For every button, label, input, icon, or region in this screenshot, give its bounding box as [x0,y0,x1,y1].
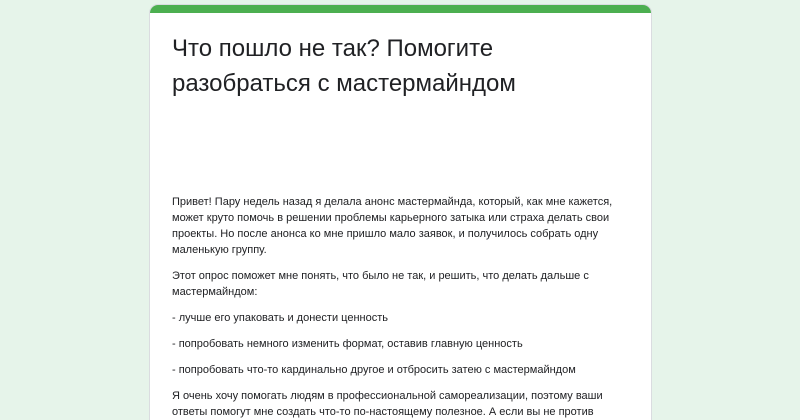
form-card [150,5,651,420]
description-option-format: - попробовать немного изменить формат, оставив главную ценность [172,338,523,350]
description-paragraph-intro: Привет! Пару недель назад я делала анонс мастермайнда, который, как мне кажется, может круто помочь в решении проблемы карьерного затыка или страха делать свои проекты. Но после анонса ко мне пришло мало заявок, и получилось собрать одну маленькую группу. [172,196,613,256]
form-description [172,194,632,420]
description-option-pack: - лучше его упаковать и донести ценность [172,312,388,324]
form-accent-bar [150,5,651,13]
description-paragraph-purpose: Этот опрос поможет мне понять, что было не так, и решить, что делать дальше с мастермайндом: [172,270,589,298]
form-title: Что пошло не так? Помогите разобраться с мастермайндом [172,35,516,97]
description-option-other: - попробовать что-то кардинально другое и отбросить затею с мастермайндом [172,364,576,376]
description-paragraph-closing: Я очень хочу помогать людям в профессиональной самореализации, поэтому ваши ответы помогут мне создать что-то по-настоящему полезное. А если вы не против [172,390,603,418]
